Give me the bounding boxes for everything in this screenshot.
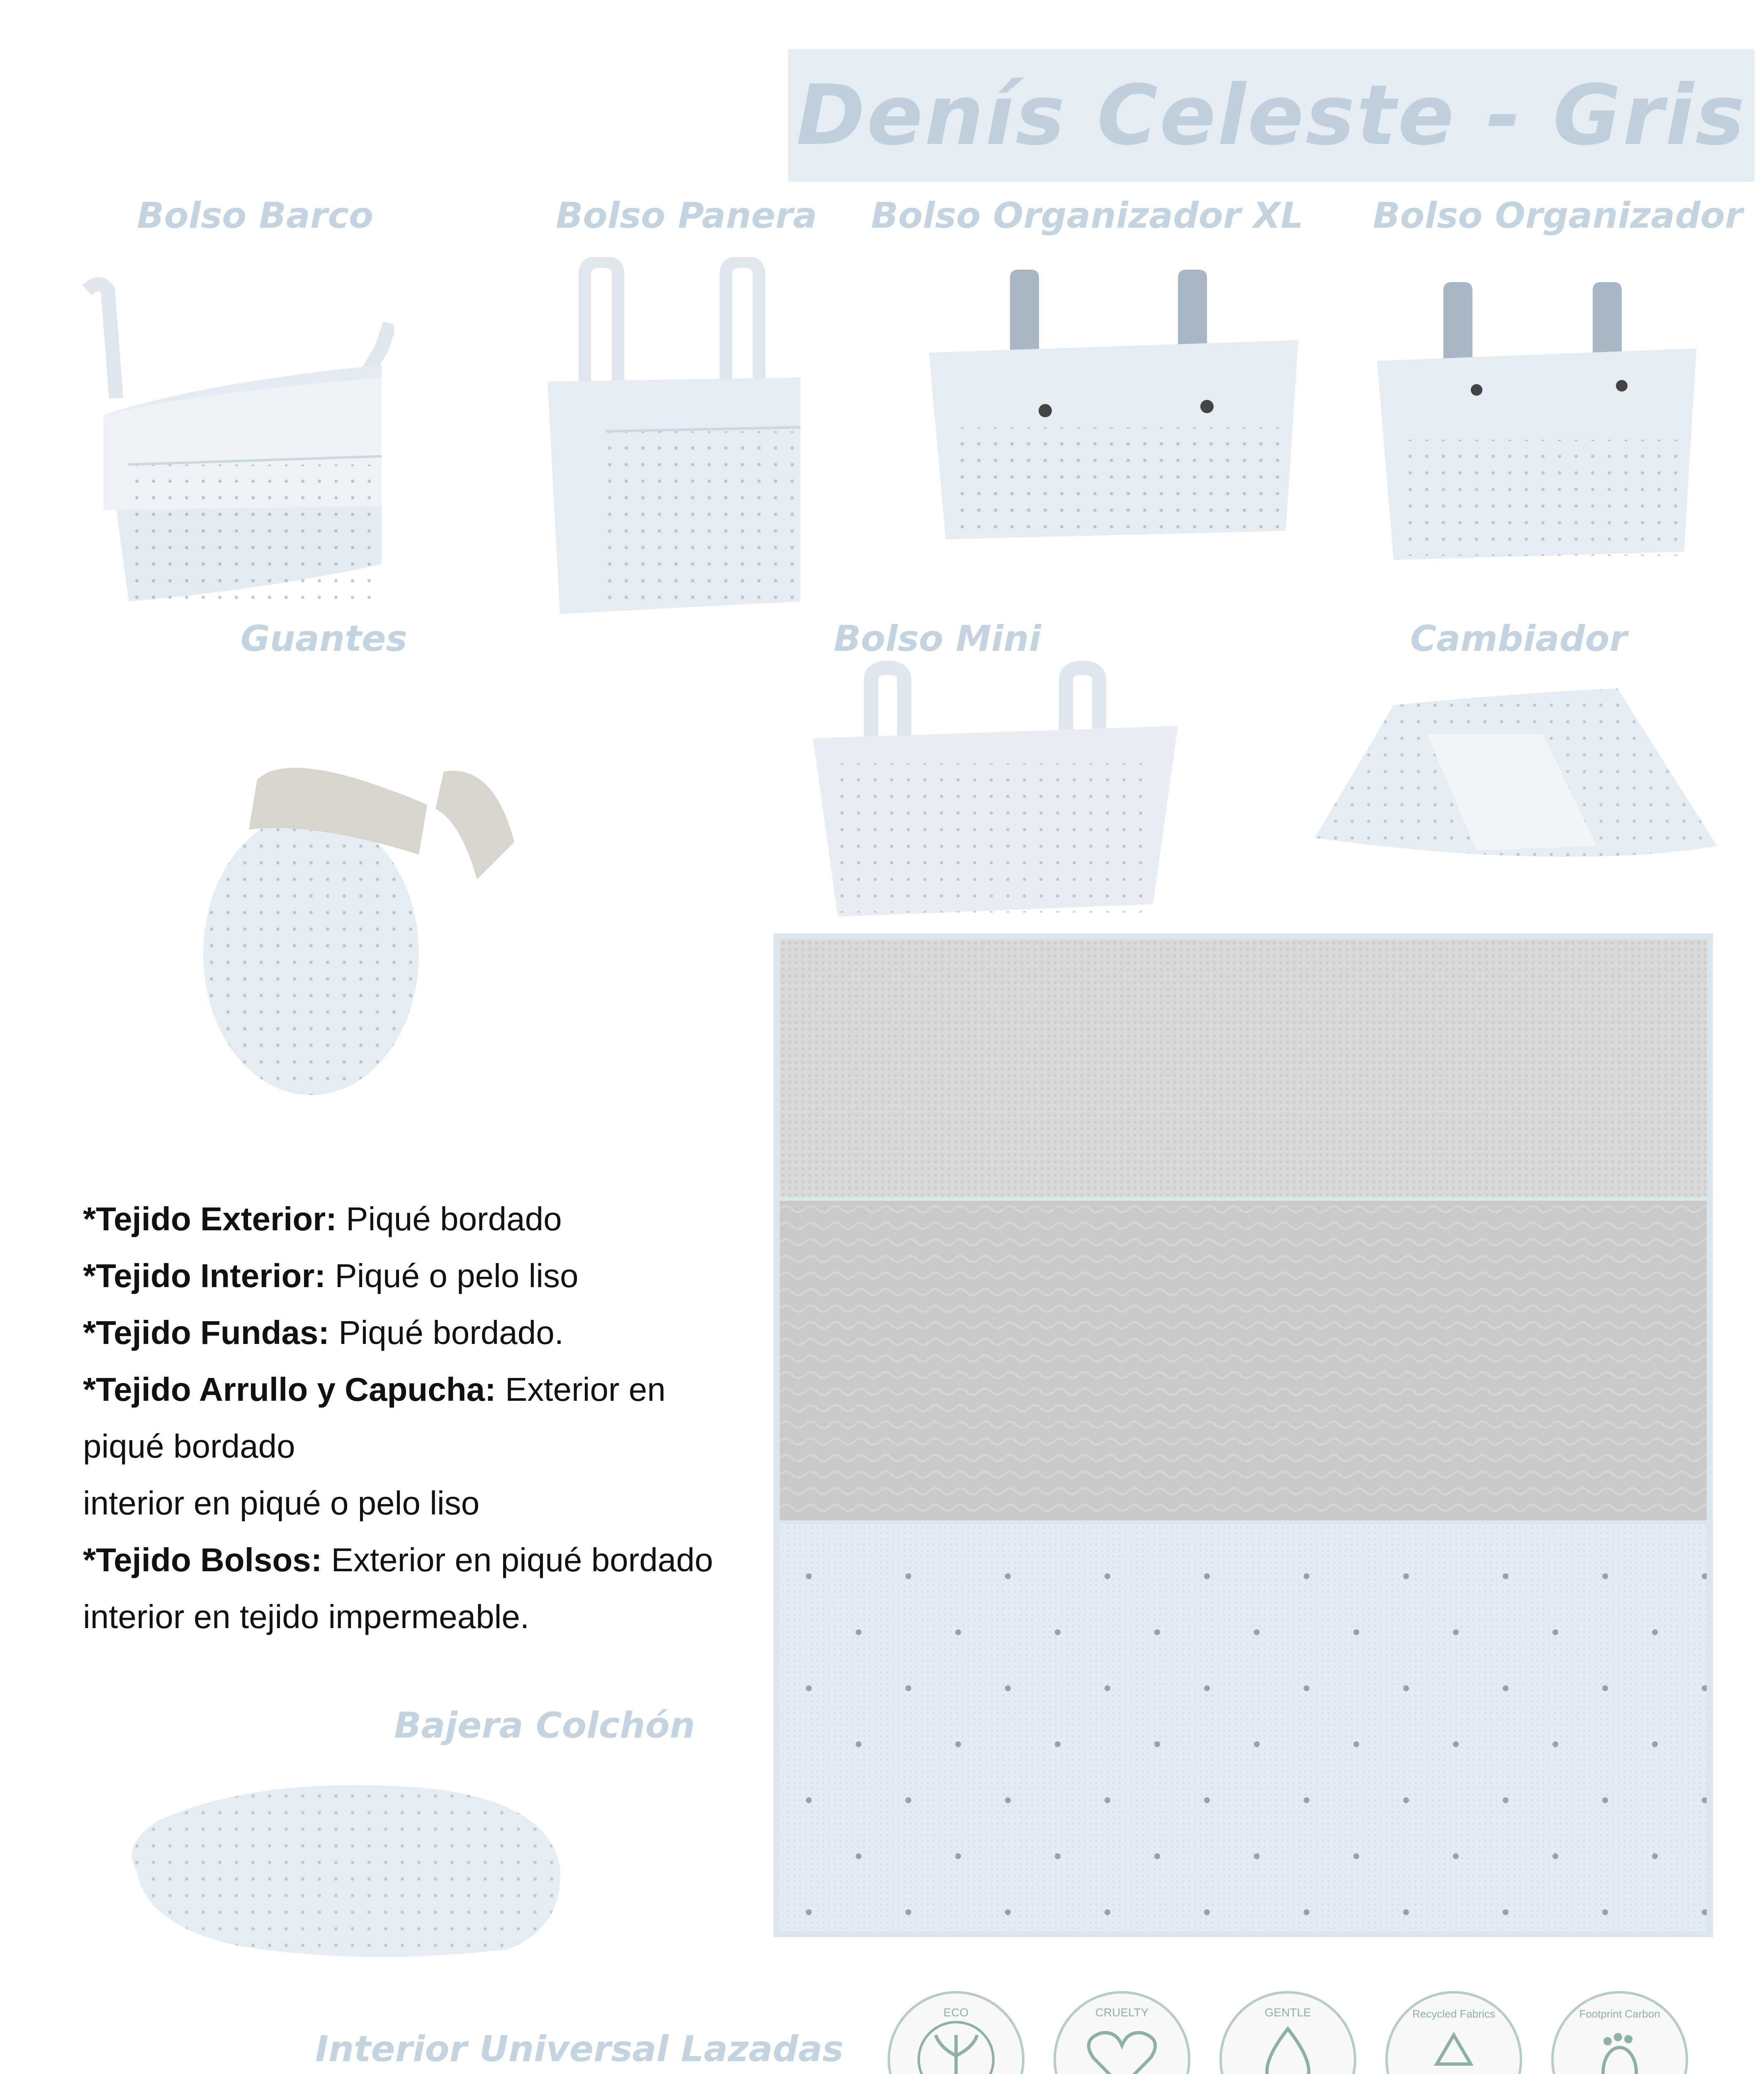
spec-line: *Tejido Exterior: Piqué bordado [83,1200,562,1237]
badge-top-text: Footprint Carbon [1579,2008,1660,2020]
spec-line: *Tejido Fundas: Piqué bordado. [83,1314,564,1351]
spec-line: interior en tejido impermeable. [83,1598,530,1635]
mini-bag-illustration [800,655,1190,925]
spec-line: *Tejido Bolsos: Exterior en piqué bordado [83,1541,713,1578]
bag-barco-illustration [62,274,394,630]
spec-line: interior en piqué o pelo liso [83,1485,480,1521]
gloves-illustration [187,738,539,1103]
cruelty-free-icon [1054,1991,1190,2074]
fabric-specifications [83,1190,788,1645]
label-bolso-barco: Bolso Barco [137,195,374,236]
label-bolso-panera: Bolso Panera [556,195,817,236]
label-guantes: Guantes [241,618,407,660]
changing-mat-illustration [1311,680,1725,879]
gentle-on-skin-icon [1219,1991,1356,2074]
label-interior-universal: Interior Universal Lazadas [315,2028,844,2070]
footprint-carbon-icon [1551,1991,1688,2074]
spec-line: piqué bordado [83,1428,295,1465]
spec-line: *Tejido Interior: Piqué o pelo liso [83,1257,579,1294]
label-bolso-organizador-xl: Bolso Organizador XL [871,195,1304,236]
label-bolso-mini: Bolso Mini [834,618,1041,660]
mattress-sheet-illustration [112,1771,568,1966]
badge-top-text: ECO [943,2006,969,2019]
eco-friendly-icon [888,1991,1024,2074]
badge-top-text: Recycled Fabrics [1412,2008,1495,2020]
page-title: Denís Celeste - Gris [796,67,1747,164]
swatch-grey-pique [780,940,1707,1197]
organizer-illustration [1369,265,1701,564]
bag-panera-illustration [535,257,813,622]
label-bajera-colchon: Bajera Colchón [394,1705,695,1746]
spec-line: *Tejido Arrullo y Capucha: Exterior en [83,1371,666,1408]
swatch-celeste-dotted [780,1524,1707,1931]
label-bolso-organizador: Bolso Organizador [1373,195,1743,236]
organizer-xl-illustration [921,253,1307,543]
swatch-grey-plush [780,1201,1707,1520]
label-cambiador: Cambiador [1410,618,1627,660]
recycled-fabrics-icon [1385,1991,1522,2074]
badge-top-text: CRUELTY [1095,2006,1149,2019]
badge-top-text: GENTLE [1264,2006,1311,2019]
